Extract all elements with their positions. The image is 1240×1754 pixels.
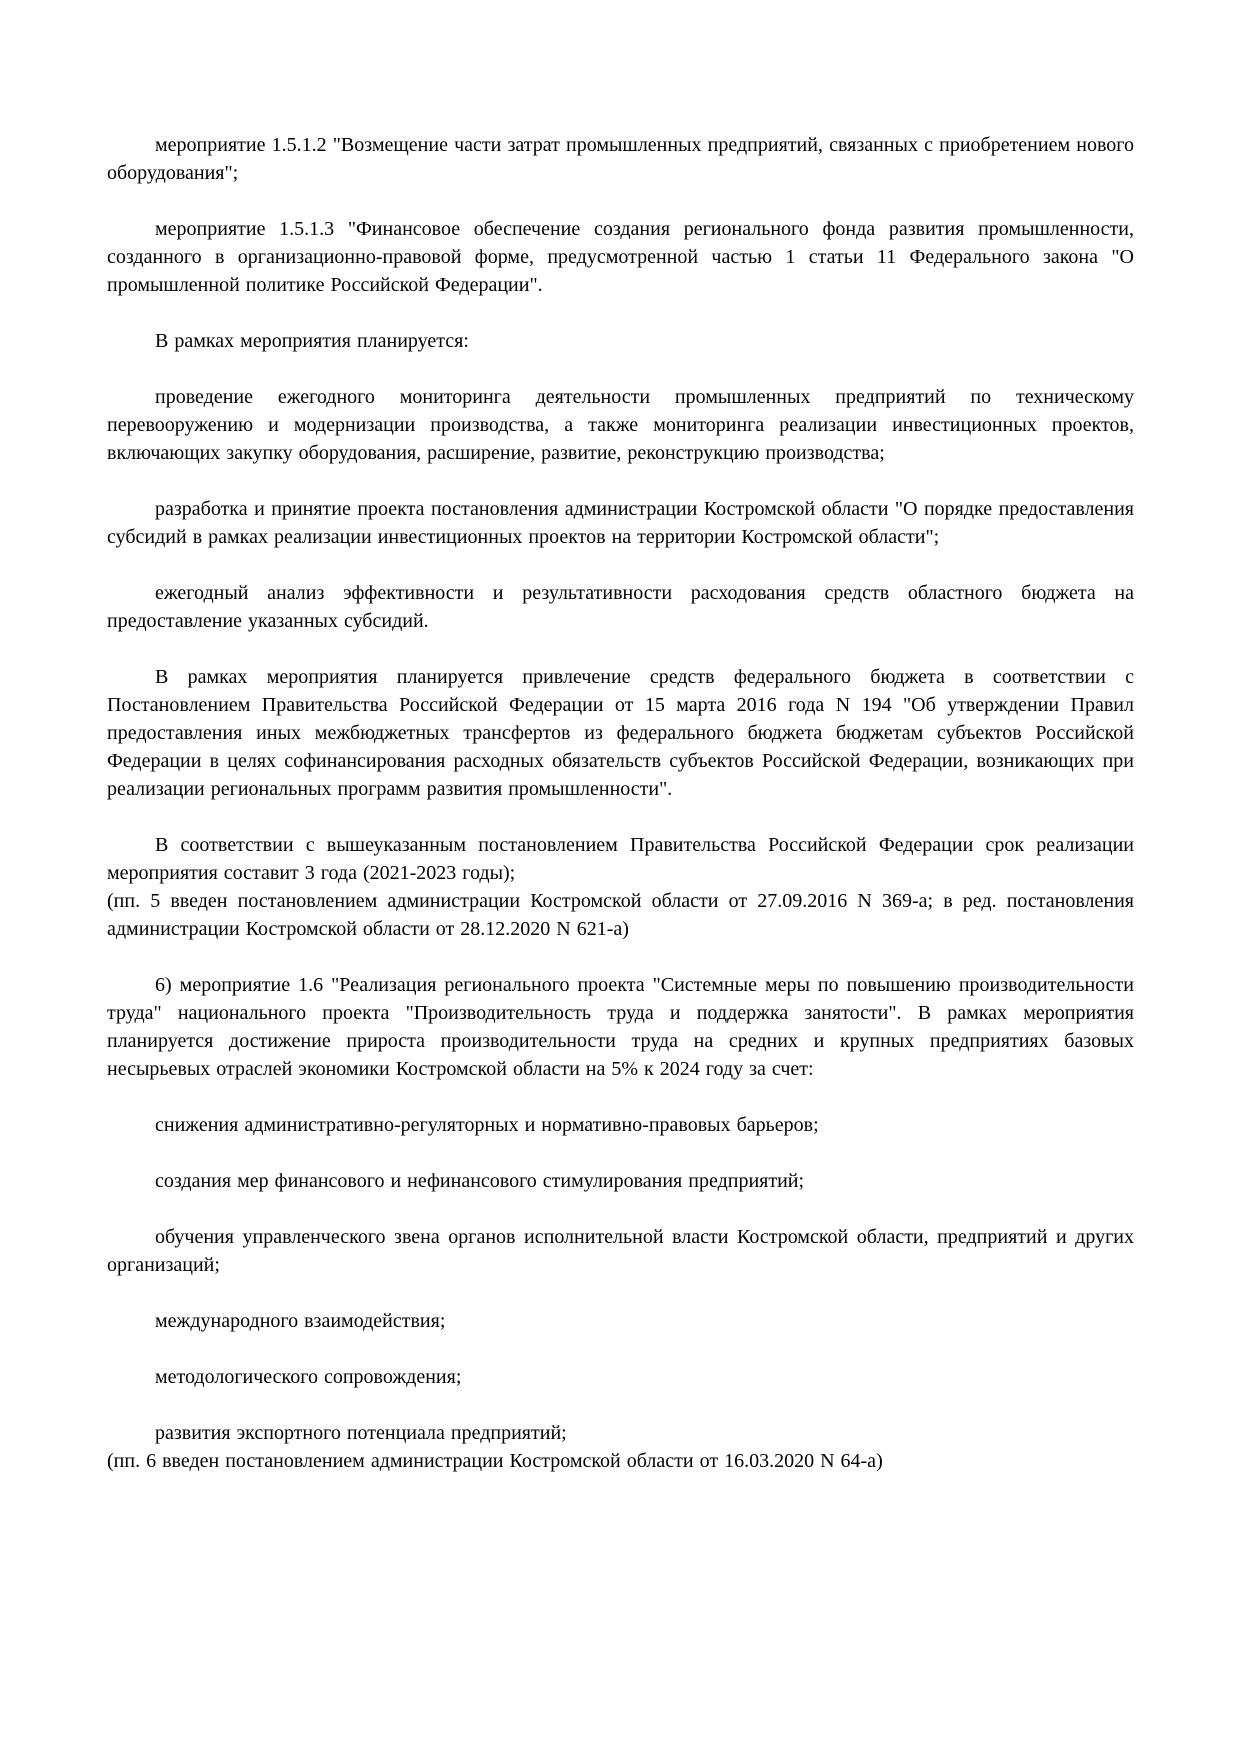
paragraph: В рамках мероприятия планируется привлечение средств федерального бюджета в соответствии с Постановлением Правительства Российской Федерации от 15 марта 2016 года N 194 "Об утверждении Правил предоставления иных межбюджетных трансфертов из федерального бюджета бюджетам субъектов Российской Федерации в целях софинансирования расходных обязательств субъектов Российской Федерации, возникающих при реализации региональных программ развития промышленности". xyxy=(107,666,1134,800)
paragraph: методологического сопровождения; xyxy=(155,1366,462,1388)
document-body xyxy=(107,131,1134,1475)
paragraph: ежегодный анализ эффективности и результативности расходования средств областного бюджета на предоставление указанных субсидий. xyxy=(107,582,1134,632)
paragraph: международного взаимодействия; xyxy=(155,1310,446,1332)
paragraph: создания мер финансового и нефинансового стимулирования предприятий; xyxy=(155,1170,805,1192)
paragraph: развития экспортного потенциала предприятий; xyxy=(155,1422,567,1444)
paragraph: мероприятие 1.5.1.2 "Возмещение части затрат промышленных предприятий, связанных с приобретением нового оборудования"; xyxy=(107,134,1134,184)
paragraph: снижения административно-регуляторных и нормативно-правовых барьеров; xyxy=(155,1114,819,1136)
paragraph: 6) мероприятие 1.6 "Реализация регионального проекта "Системные меры по повышению производительности труда" национального проекта "Производительность труда и поддержка занятости". В рамках мероприятия планируется достижение прироста производительности труда на средних и крупных предприятиях базовых несырьевых отраслей экономики Костромской области на 5% к 2024 году за счет: xyxy=(107,974,1134,1080)
paragraph: В рамках мероприятия планируется: xyxy=(155,330,469,352)
paragraph: проведение ежегодного мониторинга деятельности промышленных предприятий по техническому перевооружению и модернизации производства, а также мониторинга реализации инвестиционных проектов, включающих закупку оборудования, расширение, развитие, реконструкцию производства; xyxy=(107,386,1134,464)
paragraph: разработка и принятие проекта постановления администрации Костромской области "О порядке предоставления субсидий в рамках реализации инвестиционных проектов на территории Костромской области"; xyxy=(107,498,1134,548)
paragraph: В соответствии с вышеуказанным постановлением Правительства Российской Федерации срок реализации мероприятия составит 3 года (2021-2023 годы); xyxy=(107,834,1134,884)
paragraph: мероприятие 1.5.1.3 "Финансовое обеспечение создания регионального фонда развития промышленности, созданного в организационно-правовой форме, предусмотренной частью 1 статьи 11 Федерального закона "О промышленной политике Российской Федерации". xyxy=(107,218,1134,296)
paragraph: (пп. 6 введен постановлением администрации Костромской области от 16.03.2020 N 64-а) xyxy=(107,1450,883,1472)
paragraph: обучения управленческого звена органов исполнительной власти Костромской области, предприятий и других организаций; xyxy=(107,1226,1134,1276)
paragraph: (пп. 5 введен постановлением администрации Костромской области от 27.09.2016 N 369-а; в ред. постановления администрации Костромской области от 28.12.2020 N 621-а) xyxy=(107,890,1134,940)
